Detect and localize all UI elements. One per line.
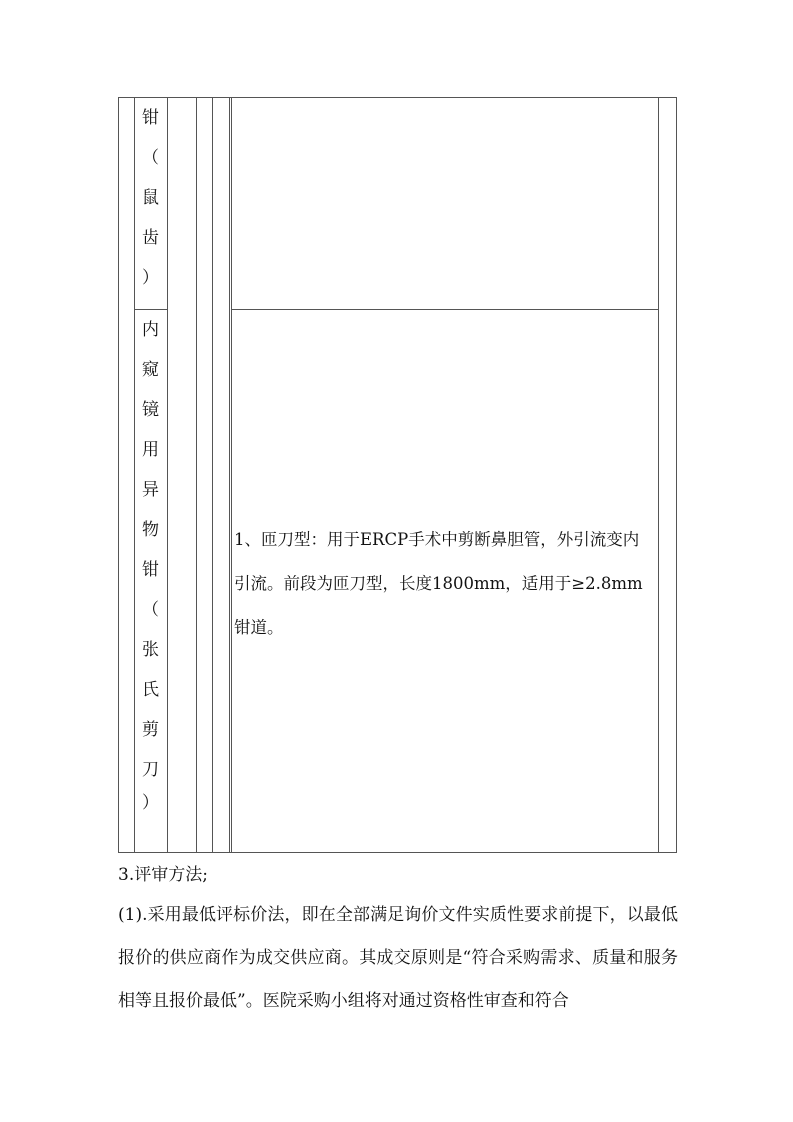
row-1-name	[134, 98, 167, 298]
name-char: （	[142, 148, 159, 168]
name-char: （	[142, 600, 159, 620]
section-paragraph: (1).采用最低评标价法，即在全部满足询价文件实质性要求前提下，以最低报价的供应商作为成交供应商。其成交原则是“符合采购需求、质量和服务相等且报价最低”。医院采购小组将对通过资格性审查和符合	[118, 905, 678, 1011]
col-line-3	[167, 97, 168, 853]
name-char: ）	[142, 268, 159, 288]
name-char: ）	[142, 793, 159, 813]
col-line-6b	[231, 97, 232, 853]
name-char: 剪	[142, 720, 159, 740]
name-char: 窥	[142, 360, 159, 380]
col-line-7	[658, 97, 659, 853]
name-char: 物	[142, 520, 159, 540]
table-border-bottom	[118, 852, 676, 853]
name-char: 内	[142, 320, 159, 340]
col-line-1	[118, 97, 119, 853]
row-2-name	[134, 310, 167, 816]
name-char: 刀	[142, 760, 159, 780]
name-char: 用	[142, 440, 159, 460]
name-char: 张	[142, 640, 159, 660]
row-2-description: 1、匝刀型：用于ERCP手术中剪断鼻胆管，外引流变内引流。前段为匝刀型，长度1800mm，适用于≥2.8mm钳道。	[234, 530, 643, 637]
col-line-5	[212, 97, 213, 853]
name-char: 镜	[142, 400, 159, 420]
name-char: 鼠	[142, 188, 159, 208]
col-line-8	[676, 97, 677, 853]
table-border-top	[118, 97, 676, 98]
name-char: 钳	[142, 108, 159, 128]
col-line-6	[229, 97, 230, 853]
section-heading: 3.评审方法;	[118, 865, 208, 885]
col-line-4	[196, 97, 197, 853]
name-char: 氏	[142, 680, 159, 700]
name-char: 钳	[142, 560, 159, 580]
row-divider-desc	[231, 309, 659, 310]
name-char: 齿	[142, 228, 159, 248]
name-char: 异	[142, 480, 159, 500]
